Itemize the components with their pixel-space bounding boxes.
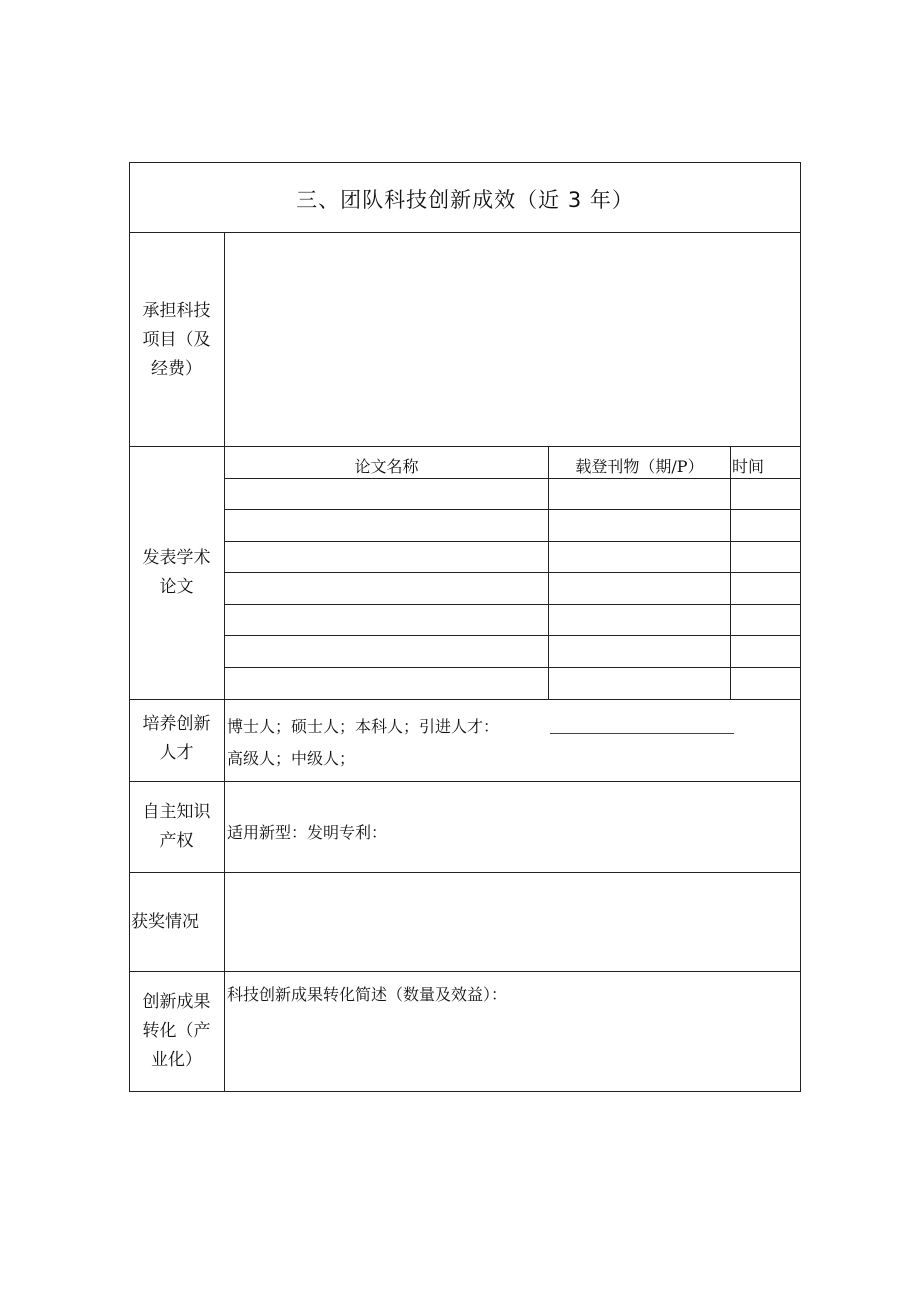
paper-time-cell[interactable]	[731, 668, 800, 699]
ip-label-line: 自主知识	[142, 802, 211, 822]
papers-header-name: 论文名称	[354, 457, 419, 476]
paper-name-cell[interactable]	[225, 542, 548, 572]
papers-header-time: 时间	[732, 457, 765, 476]
projects-label-line: 项目（及	[142, 330, 211, 350]
border-bottom	[129, 1091, 801, 1092]
talent-label-line: 培养创新	[142, 714, 211, 734]
row-divider	[129, 446, 801, 447]
industrialization-label-line: 创新成果	[142, 992, 211, 1012]
paper-time-cell[interactable]	[731, 479, 800, 509]
paper-time-cell[interactable]	[731, 605, 800, 635]
row-divider	[129, 699, 801, 700]
ip-text: 适用新型：发明专利：	[227, 823, 388, 842]
paper-journal-cell[interactable]	[549, 542, 730, 572]
introduced-talent-blank[interactable]	[550, 733, 734, 734]
industrialization-label-line: 业化）	[151, 1050, 202, 1070]
ip-label	[129, 798, 224, 856]
projects-input-area[interactable]	[225, 233, 800, 446]
industrialization-label	[129, 988, 224, 1075]
awards-label: 获奖情况	[131, 912, 199, 932]
industrialization-label-line: 转化（产	[142, 1021, 211, 1041]
paper-name-cell[interactable]	[225, 573, 548, 604]
paper-name-cell[interactable]	[225, 668, 548, 699]
paper-journal-cell[interactable]	[549, 573, 730, 604]
papers-label-line: 论文	[159, 577, 194, 597]
innovation-form	[129, 162, 801, 1092]
paper-journal-cell[interactable]	[549, 605, 730, 635]
ip-label-line: 产权	[159, 831, 194, 851]
border-top	[129, 162, 801, 163]
paper-time-cell[interactable]	[731, 573, 800, 604]
talent-counts-line2: 高级人；中级人；	[227, 749, 356, 768]
section-title: 三、团队科技创新成效（近 3 年）	[296, 188, 634, 212]
papers-label	[129, 544, 224, 602]
paper-journal-cell[interactable]	[549, 479, 730, 509]
paper-time-cell[interactable]	[731, 542, 800, 572]
paper-name-cell[interactable]	[225, 510, 548, 541]
row-divider	[129, 971, 801, 972]
paper-time-cell[interactable]	[731, 636, 800, 667]
border-right	[800, 162, 801, 1092]
paper-name-cell[interactable]	[225, 636, 548, 667]
paper-journal-cell[interactable]	[549, 668, 730, 699]
paper-journal-cell[interactable]	[549, 636, 730, 667]
talent-label	[129, 710, 224, 768]
industrialization-text: 科技创新成果转化简述（数量及效益）：	[227, 985, 508, 1004]
papers-label-line: 发表学术	[142, 548, 211, 568]
paper-journal-cell[interactable]	[549, 510, 730, 541]
projects-label-line: 经费）	[151, 359, 202, 379]
paper-name-cell[interactable]	[225, 605, 548, 635]
paper-time-cell[interactable]	[731, 510, 800, 541]
awards-input-area[interactable]	[225, 873, 800, 971]
papers-header-journal: 载登刊物（期/P）	[575, 457, 704, 476]
row-divider	[129, 781, 801, 782]
projects-label-line: 承担科技	[142, 301, 211, 321]
projects-label	[129, 297, 224, 384]
talent-label-line: 人才	[159, 743, 194, 763]
talent-counts-line1: 博士人；硕士人；本科人；引进人才：	[227, 717, 500, 736]
paper-name-cell[interactable]	[225, 479, 548, 509]
